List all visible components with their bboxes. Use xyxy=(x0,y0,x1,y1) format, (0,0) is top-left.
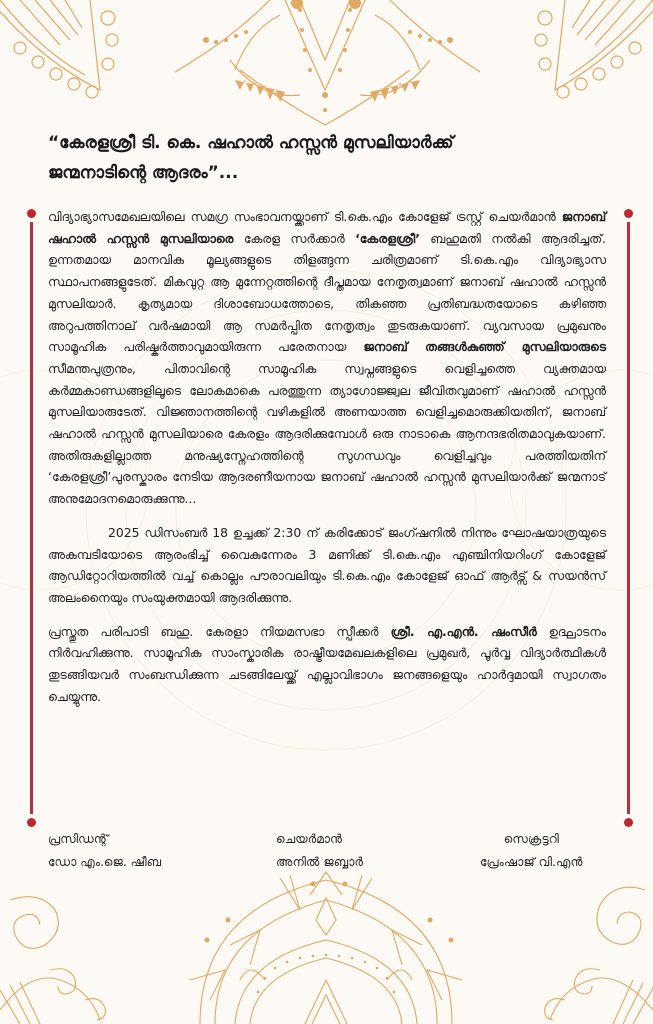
headline-line-2: ജന്മനാടിന്റെ ആദരം”... xyxy=(48,163,239,183)
bottom-right-swirl-ornament xyxy=(545,887,653,1024)
bottom-center-dots xyxy=(205,882,454,994)
top-center-dots xyxy=(203,0,453,112)
text-segment: വിദ്യാഭ്യാസമേഖലയിലെ സമഗ്ര സംഭാവനയ്ക്കാണ് ടി.കെ.എം കോളേജ് ട്രസ്റ്റ് ചെയർമാൻ xyxy=(48,209,562,224)
text-segment-bold: ശ്രീ. എ.എൻ. ഷംസീർ xyxy=(390,623,537,639)
top-center-lotus-ornament xyxy=(175,0,480,125)
text-segment-bold: ജനാബ് തങ്ങൾകുഞ്ഞ് മുസലിയാരുടെ xyxy=(363,339,606,355)
signatory-secretary xyxy=(480,828,583,874)
text-segment: സീമന്തപുത്രനും, പിതാവിന്റെ സാമൂഹിക സ്വപ്നങ്ങളുടെ വെളിച്ചത്തെ വ്യക്തമായ കർമ്മകാണ്ഡങ്ങളിലൂടെ ലോകമാകെ പരത്തുന്ന ത്യാഗോജ്ജ്വല ജീവിതവുമാണ് ഷഹാൽ ഹസ്സൻ മുസലിയാരുടേത്. വിജ്ഞാനത്തിന്റെ വഴികളിൽ അണയാത്ത വെളിച്ചമൊരുക്കിയതിന്, ജനാബ് ഷഹാൽ ഹസ്സൻ മുസലിയാരെ കേരളം ആദരിക്കുമ്പോൾ ഒരു നാടാകെ ആനന്ദഭരിതമാവുകയാണ്. അതിരുകളില്ലാത്ത മനുഷ്യസ്നേഹത്തിന്റെ സുഗന്ധവും വെളിച്ചവും പരത്തിയതിന് ‘കേരളശ്രീ’പുരസ്കാരം നേടിയ ആദരണീയനായ ജനാബ് ഷഹാൽ ഹസ്സൻ മുസലിയാർക്ക് ജന്മനാട് അനുമോദനമൊരുക്കുന്നു... xyxy=(48,360,606,507)
signatory-name: ഡോ എം.ജെ. ഷീബ xyxy=(48,855,162,869)
text-segment: കേരള സർക്കാർ xyxy=(233,230,356,246)
signatory-chairman xyxy=(276,828,363,874)
body-text xyxy=(48,206,606,719)
bottom-left-swirl-ornament xyxy=(0,897,105,1024)
paragraph-3 xyxy=(48,621,606,708)
top-left-petal-ornament xyxy=(0,0,118,98)
right-accent-rail xyxy=(627,222,630,814)
top-mandala-ornament xyxy=(0,0,653,130)
bottom-mandala-ornament xyxy=(0,870,653,1024)
headline xyxy=(48,128,518,188)
signatory-president xyxy=(48,828,161,874)
signatory-role: ചെയർമാൻ xyxy=(276,832,343,846)
right-rail-top-dot xyxy=(624,209,633,218)
right-rail-bottom-dot xyxy=(624,818,633,827)
paragraph-2 xyxy=(48,522,606,609)
text-segment-bold: ജനാബ് ഷഹാൽ ഹസ്സൻ മുസലിയാരെ xyxy=(48,209,606,246)
text-segment-bold: ‘കേരളശ്രീ’ xyxy=(355,230,420,246)
signatory-name: അനിൽ ജബ്ബാർ xyxy=(276,855,364,869)
headline-line-1: “കേരളശ്രീ ടി. കെ. ഷഹാൽ ഹസ്സൻ മുസലിയാർക്ക് xyxy=(48,133,454,153)
paragraph-1 xyxy=(48,206,606,510)
signatory-role: സെക്രട്ടറി xyxy=(503,832,559,846)
text-segment: ബഹുമതി നൽകി ആദരിച്ചത്. ഉന്നതമായ മാനവിക മൂല്യങ്ങളുടെ തിളങ്ങുന്ന ചരിത്രമാണ് ടി.കെ.എം വിദ്യാഭ്യാസ സ്ഥാപനങ്ങളുടേത്. മികവുറ്റ ആ മുന്നേറ്റത്തിന്റെ ദീപ്തമായ നേതൃത്വമാണ് ജനാബ് ഷഹാൽ ഹസ്സൻ മുസലിയാർ. കൃത്യമായ ദിശാബോധത്തോടെ, തികഞ്ഞ പ്രതിബദ്ധതയോടെ കഴിഞ്ഞ അറുപത്തിനാല് വർഷമായി ആ സമർപ്പിത നേതൃത്വം തുടരുകയാണ്. വ്യവസായ പ്രമുഖനും സാമൂഹിക പരിഷ്കർത്താവുമായിരുന്ന പരേതനായ xyxy=(48,230,606,355)
signatory-name: പ്രേംഷാജ് വി.എൻ xyxy=(480,855,583,869)
left-rail-bottom-dot xyxy=(27,818,36,827)
left-accent-rail xyxy=(30,222,33,814)
left-rail-top-dot xyxy=(27,209,36,218)
text-segment: 2025 ഡിസംബർ 18 ഉച്ചക്ക് 2:30 ന് കരിക്കോട് ജംഗ്ഷനിൽ നിന്നും ഘോഷയാത്രയുടെ അകമ്പടിയോടെ ആരംഭിച്ച് വൈകുന്നേരം 3 മണിക്ക് ടി.കെ.എം എഞ്ചിനിയറിംഗ് കോളേജ് ആഡിറ്റോറിയത്തിൽ വച്ച് കൊല്ലം പൗരാവലിയും ടി.കെ.എം കോളേജ് ഓഫ് ആർട്സ് & സയൻസ് അലംനൈയും സംയുക്തമായി ആദരിക്കുന്നു. xyxy=(48,524,606,605)
signatory-role: പ്രസിഡന്റ് xyxy=(48,832,109,846)
bottom-center-mandala xyxy=(190,872,462,1024)
top-right-petal-ornament xyxy=(535,0,653,98)
text-segment: ഉദ്ഘാടനം നിർവഹിക്കുന്നു. സാമൂഹിക സാംസ്കാരിക രാഷ്ട്രീയമേഖലകളിലെ പ്രമുഖർ, പൂർവ്വ വിദ്യാർത്ഥികൾ തുടങ്ങിയവർ സംബന്ധിക്കുന്ന ചടങ്ങിലേയ്ക്ക് എല്ലാവിഭാഗം ജനങ്ങളെയും ഹാർദ്ദമായി സ്വാഗതം ചെയ്യുന്നു. xyxy=(48,623,606,704)
text-segment: പ്രസ്തുത പരിപാടി ബഹു. കേരളാ നിയമസഭാ സ്പീക്കർ xyxy=(48,623,391,639)
